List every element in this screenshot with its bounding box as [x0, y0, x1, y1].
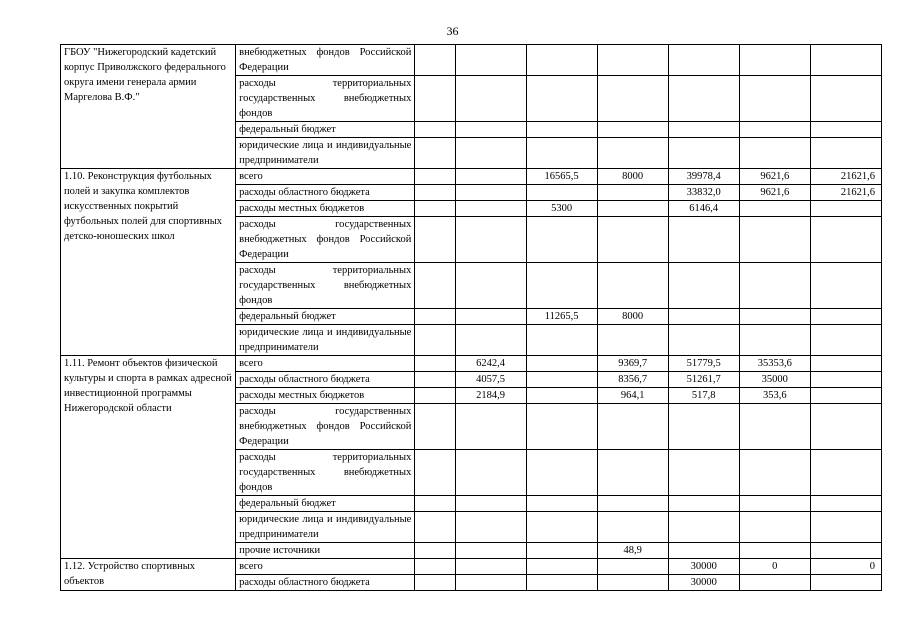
value-cell [526, 185, 597, 201]
value-cell: 6146,4 [668, 201, 739, 217]
measure-cell: ГБОУ "Нижегородский кадетский корпус Приволжского федерального округа имени генерала армии Маргелова В.Ф." [61, 45, 236, 169]
value-cell [455, 496, 526, 512]
table-row [61, 45, 882, 76]
value-cell [810, 450, 881, 496]
value-cell: 8356,7 [597, 372, 668, 388]
value-cell [455, 325, 526, 356]
value-cell [668, 263, 739, 309]
value-cell [455, 201, 526, 217]
value-cell [668, 138, 739, 169]
value-cell [455, 217, 526, 263]
value-cell [526, 138, 597, 169]
value-cell [739, 512, 810, 543]
value-cell [739, 45, 810, 76]
value-cell [810, 496, 881, 512]
page-number: 36 [446, 24, 459, 38]
funding-source-cell: расходы территориальных государственных внебюджетных фондов [236, 76, 415, 122]
value-cell [810, 263, 881, 309]
value-cell [597, 404, 668, 450]
value-cell [526, 559, 597, 575]
measure-cell: 1.12. Устройство спортивных объектов [61, 559, 236, 591]
value-cell [526, 496, 597, 512]
value-cell [526, 372, 597, 388]
value-cell [455, 450, 526, 496]
value-cell [415, 263, 455, 309]
table-row [61, 559, 882, 575]
value-cell [739, 263, 810, 309]
value-cell [668, 217, 739, 263]
value-cell [415, 543, 455, 559]
value-cell: 39978,4 [668, 169, 739, 185]
value-cell [455, 404, 526, 450]
value-cell: 6242,4 [455, 356, 526, 372]
value-cell [668, 512, 739, 543]
value-cell [668, 45, 739, 76]
value-cell: 35353,6 [739, 356, 810, 372]
value-cell [526, 45, 597, 76]
funding-source-cell: расходы областного бюджета [236, 372, 415, 388]
value-cell [810, 325, 881, 356]
value-cell [526, 512, 597, 543]
funding-source-cell: расходы местных бюджетов [236, 201, 415, 217]
value-cell [668, 325, 739, 356]
value-cell [526, 356, 597, 372]
value-cell [668, 496, 739, 512]
value-cell: 9621,6 [739, 185, 810, 201]
value-cell: 9621,6 [739, 169, 810, 185]
value-cell [597, 512, 668, 543]
value-cell: 30000 [668, 559, 739, 575]
funding-source-cell: расходы территориальных государственных внебюджетных фондов [236, 263, 415, 309]
funding-source-cell: расходы местных бюджетов [236, 388, 415, 404]
value-cell [455, 309, 526, 325]
value-cell [810, 372, 881, 388]
value-cell [597, 122, 668, 138]
value-cell [810, 217, 881, 263]
value-cell [668, 76, 739, 122]
value-cell [810, 201, 881, 217]
value-cell [415, 404, 455, 450]
value-cell [415, 325, 455, 356]
value-cell [810, 122, 881, 138]
value-cell [668, 404, 739, 450]
value-cell [739, 309, 810, 325]
value-cell [415, 201, 455, 217]
funding-source-cell: всего [236, 356, 415, 372]
value-cell: 964,1 [597, 388, 668, 404]
value-cell [739, 138, 810, 169]
value-cell: 517,8 [668, 388, 739, 404]
value-cell [455, 185, 526, 201]
value-cell [415, 356, 455, 372]
funding-source-cell: федеральный бюджет [236, 496, 415, 512]
value-cell [455, 512, 526, 543]
value-cell [810, 45, 881, 76]
value-cell [415, 217, 455, 263]
value-cell [415, 496, 455, 512]
funding-source-cell: юридические лица и индивидуальные предприниматели [236, 512, 415, 543]
table-body [61, 45, 882, 591]
value-cell [739, 325, 810, 356]
table-row [61, 356, 882, 372]
funding-source-cell: расходы территориальных государственных внебюджетных фондов [236, 450, 415, 496]
value-cell [455, 122, 526, 138]
value-cell: 0 [739, 559, 810, 575]
value-cell: 8000 [597, 169, 668, 185]
funding-source-cell: расходы областного бюджета [236, 185, 415, 201]
value-cell [668, 450, 739, 496]
value-cell: 21621,6 [810, 169, 881, 185]
value-cell [810, 76, 881, 122]
value-cell [455, 543, 526, 559]
value-cell [597, 76, 668, 122]
value-cell [597, 496, 668, 512]
funding-source-cell: внебюджетных фондов Российской Федерации [236, 45, 415, 76]
value-cell [739, 201, 810, 217]
value-cell: 30000 [668, 575, 739, 591]
value-cell [415, 450, 455, 496]
value-cell [526, 575, 597, 591]
value-cell [526, 325, 597, 356]
table-row [61, 169, 882, 185]
value-cell: 0 [810, 559, 881, 575]
value-cell: 2184,9 [455, 388, 526, 404]
value-cell [810, 309, 881, 325]
value-cell [415, 575, 455, 591]
funding-source-cell: расходы государственных внебюджетных фондов Российской Федерации [236, 404, 415, 450]
value-cell [415, 138, 455, 169]
value-cell [597, 201, 668, 217]
value-cell [526, 543, 597, 559]
value-cell [455, 169, 526, 185]
value-cell [739, 76, 810, 122]
funding-source-cell: расходы государственных внебюджетных фондов Российской Федерации [236, 217, 415, 263]
value-cell [810, 138, 881, 169]
value-cell [739, 217, 810, 263]
value-cell [415, 309, 455, 325]
value-cell: 5300 [526, 201, 597, 217]
value-cell [739, 575, 810, 591]
value-cell [668, 309, 739, 325]
funding-source-cell: юридические лица и индивидуальные предприниматели [236, 325, 415, 356]
value-cell [668, 122, 739, 138]
value-cell: 11265,5 [526, 309, 597, 325]
measure-cell: 1.11. Ремонт объектов физической культуры и спорта в рамках адресной инвестиционной программы Нижегородской области [61, 356, 236, 559]
value-cell [597, 185, 668, 201]
value-cell [739, 122, 810, 138]
value-cell [415, 45, 455, 76]
value-cell [415, 372, 455, 388]
value-cell [739, 450, 810, 496]
funding-source-cell: федеральный бюджет [236, 309, 415, 325]
value-cell: 51779,5 [668, 356, 739, 372]
value-cell [668, 543, 739, 559]
value-cell [415, 76, 455, 122]
value-cell: 9369,7 [597, 356, 668, 372]
value-cell [526, 122, 597, 138]
value-cell: 21621,6 [810, 185, 881, 201]
value-cell [597, 217, 668, 263]
value-cell [526, 388, 597, 404]
funding-source-cell: всего [236, 559, 415, 575]
value-cell [526, 263, 597, 309]
value-cell [415, 169, 455, 185]
funding-source-cell: федеральный бюджет [236, 122, 415, 138]
value-cell [810, 512, 881, 543]
funding-source-cell: расходы областного бюджета [236, 575, 415, 591]
value-cell [739, 404, 810, 450]
funding-source-cell: юридические лица и индивидуальные предприниматели [236, 138, 415, 169]
value-cell [455, 45, 526, 76]
value-cell [597, 450, 668, 496]
value-cell [526, 76, 597, 122]
value-cell [597, 45, 668, 76]
value-cell [455, 76, 526, 122]
value-cell [739, 543, 810, 559]
budget-table [60, 44, 882, 591]
value-cell: 35000 [739, 372, 810, 388]
value-cell [415, 122, 455, 138]
value-cell [597, 138, 668, 169]
value-cell [810, 575, 881, 591]
value-cell [455, 263, 526, 309]
value-cell: 8000 [597, 309, 668, 325]
value-cell [597, 559, 668, 575]
funding-source-cell: прочие источники [236, 543, 415, 559]
value-cell [526, 404, 597, 450]
value-cell: 353,6 [739, 388, 810, 404]
value-cell [415, 559, 455, 575]
value-cell [810, 543, 881, 559]
value-cell [810, 404, 881, 450]
value-cell: 33832,0 [668, 185, 739, 201]
value-cell [597, 325, 668, 356]
value-cell [739, 496, 810, 512]
value-cell: 48,9 [597, 543, 668, 559]
value-cell [810, 356, 881, 372]
value-cell [415, 512, 455, 543]
measure-cell: 1.10. Реконструкция футбольных полей и закупка комплектов искусственных покрытий футбольных полей для спортивных детско-юношеских школ [61, 169, 236, 356]
value-cell [455, 575, 526, 591]
value-cell [526, 450, 597, 496]
value-cell [597, 263, 668, 309]
value-cell [455, 559, 526, 575]
value-cell [415, 185, 455, 201]
value-cell [810, 388, 881, 404]
value-cell: 16565,5 [526, 169, 597, 185]
value-cell: 4057,5 [455, 372, 526, 388]
value-cell [526, 217, 597, 263]
value-cell [415, 388, 455, 404]
value-cell [455, 138, 526, 169]
funding-source-cell: всего [236, 169, 415, 185]
value-cell [597, 575, 668, 591]
value-cell: 51261,7 [668, 372, 739, 388]
